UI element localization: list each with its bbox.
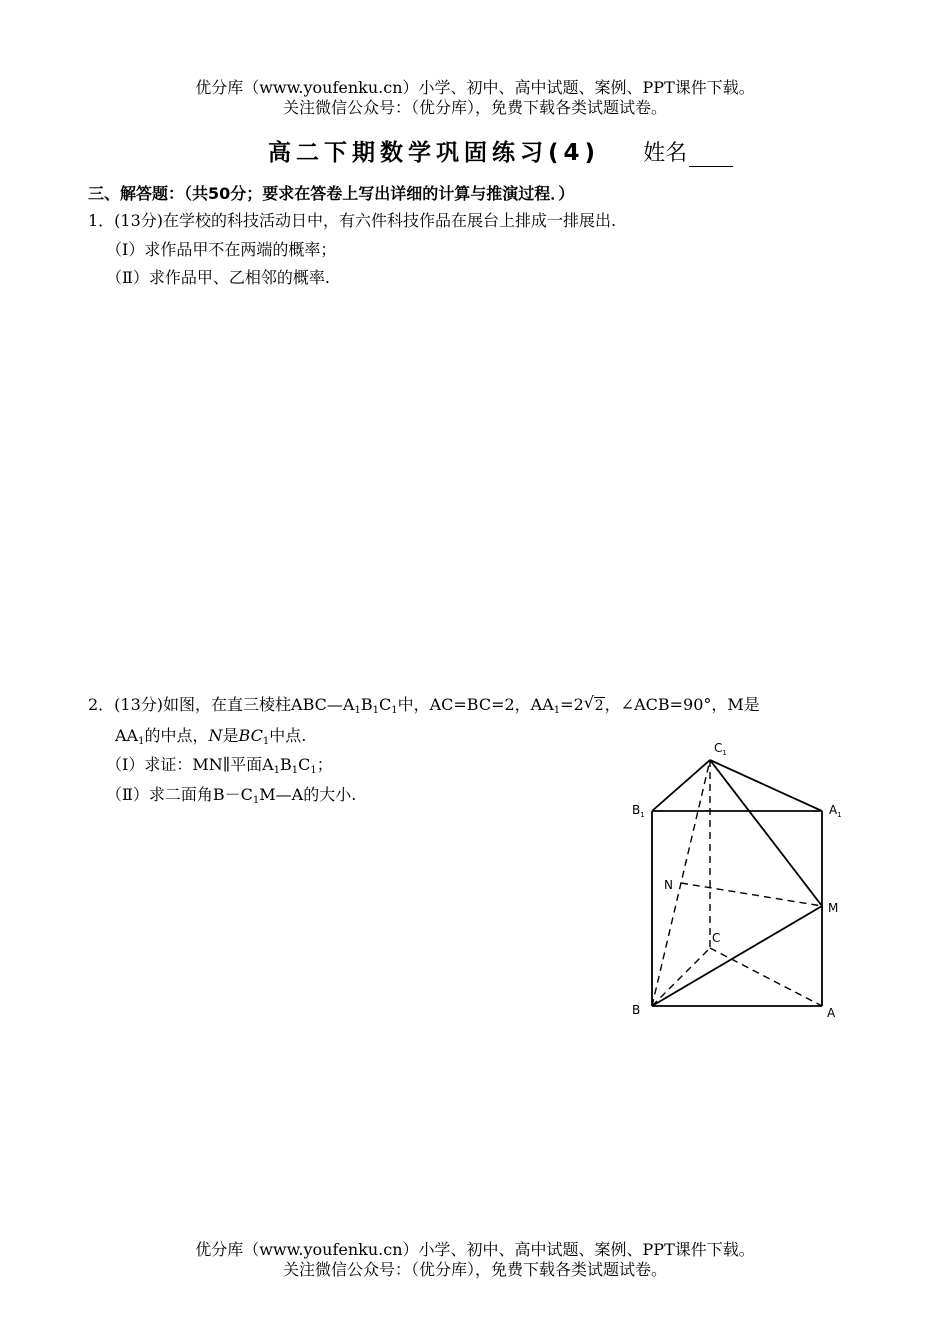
segment-n-m-hidden xyxy=(681,883,822,906)
section-heading: 三、解答题：（共50分；要求在答卷上写出详细的计算与推演过程．） xyxy=(88,184,575,203)
label-n: N xyxy=(664,878,673,892)
q2-stem-line1: 2．(13分)如图，在直三棱柱$ABC—A_1B_1C_1$中，AC=BC=2，$AA_1=2$ √ 2，∠ACB=90°，M是 xyxy=(88,693,760,716)
page-title: 高二下期数学巩固练习(4) xyxy=(268,140,601,166)
segment-b-m xyxy=(652,906,822,1006)
label-b: B xyxy=(632,1003,641,1017)
label-a: A xyxy=(827,1006,836,1020)
edge-c-a-hidden xyxy=(710,948,822,1006)
footer-line-2: 关注微信公众号：（优分库），免费下载各类试题试卷。 xyxy=(282,1260,667,1279)
prism-figure xyxy=(620,732,860,1027)
segment-c1-m xyxy=(710,760,822,906)
label-a1: $A_1$ xyxy=(829,803,842,819)
label-c1: $C_1$ xyxy=(714,741,727,757)
edge-c1-a1 xyxy=(710,760,822,811)
name-blank-line xyxy=(689,144,733,167)
q1-part2: （Ⅱ）求作品甲、乙相邻的概率. xyxy=(106,268,330,287)
label-b1: $B_1$ xyxy=(632,803,645,819)
header-line-1: 优分库（www.youfenku.cn）小学、初中、高中试题、案例、PPT课件下载。 xyxy=(195,78,755,97)
q1-stem: 1．(13分)在学校的科技活动日中，有六件科技作品在展台上排成一排展出. xyxy=(88,211,617,230)
footer-line-1: 优分库（www.youfenku.cn）小学、初中、高中试题、案例、PPT课件下载。 xyxy=(195,1240,755,1259)
q1-part1: （Ⅰ）求作品甲不在两端的概率； xyxy=(106,240,337,259)
label-m: M xyxy=(828,901,839,915)
edge-b1-c1 xyxy=(652,760,710,811)
header-line-2: 关注微信公众号：（优分库），免费下载各类试题试卷。 xyxy=(282,98,667,117)
q2-stem-line2: $AA_1$的中点，N是$BC_1$中点. xyxy=(115,726,307,747)
sqrt-two: √ 2 xyxy=(583,693,604,714)
name-label: 姓名 xyxy=(643,141,688,166)
q2-part2: （Ⅱ）求二面角$B-C_1M—A$的大小. xyxy=(106,785,357,806)
page-title-row xyxy=(268,134,733,167)
label-c: C xyxy=(712,931,721,945)
q2-part1: （Ⅰ）求证：MN∥平面$A_1B_1C_1$； xyxy=(106,755,333,776)
